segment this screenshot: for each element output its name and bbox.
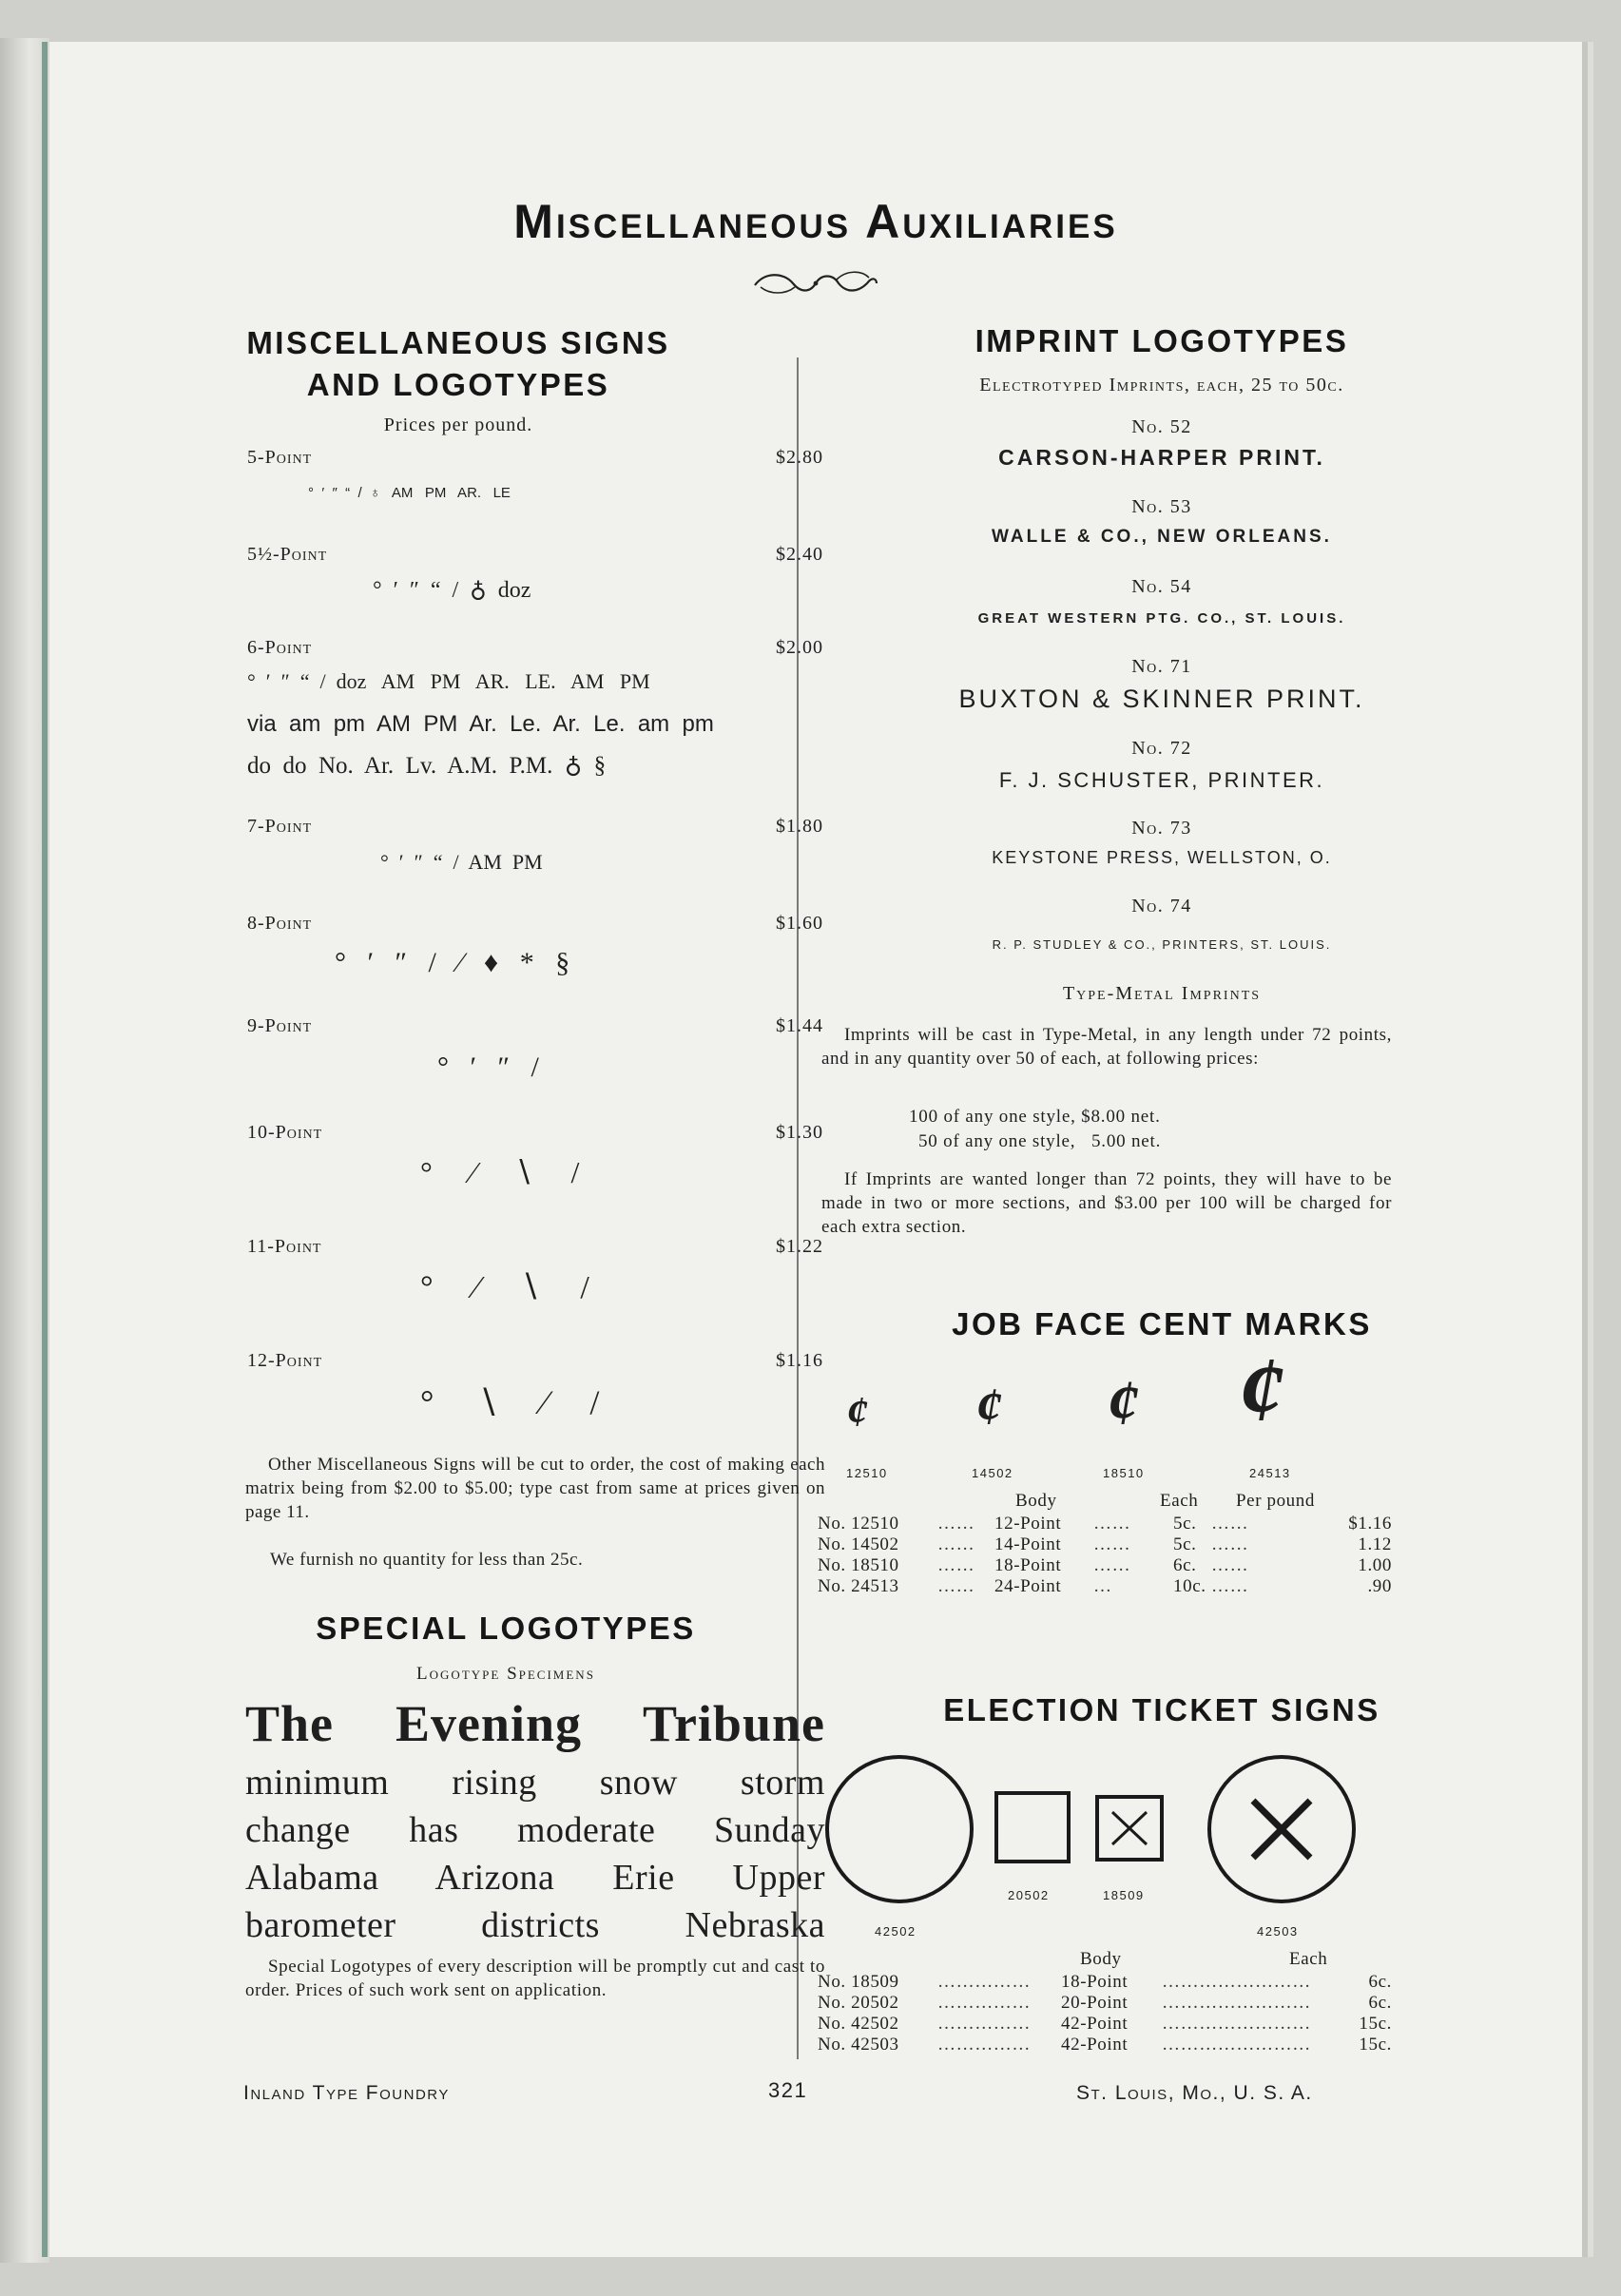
leader-dots: …… [1211, 1576, 1249, 1596]
blackletter-specimen: The Evening Tribune [245, 1695, 825, 1752]
leader-dots: …… [937, 1555, 975, 1575]
cent-glyph-14502: ¢ [975, 1378, 1002, 1437]
cell-no: No. 42503 [818, 2035, 899, 2055]
cell-body: 18-Point [1061, 1972, 1129, 1992]
cell-no: No. 18510 [818, 1555, 899, 1575]
price-line-2: 50 of any one style, 5.00 net. [918, 1131, 1162, 1151]
size-label: 6-Point [247, 637, 313, 658]
size-label: 8-Point [247, 913, 313, 934]
size-label: 7-Point [247, 816, 313, 837]
election-header-each: Each [1289, 1949, 1328, 1969]
size-price: $1.60 [776, 913, 823, 934]
cell-each: 15c. [1359, 2014, 1392, 2034]
glyph-line: ° ′ ″ “ / ♁ doz [373, 578, 531, 603]
size-price: $1.80 [776, 816, 823, 837]
table-row [818, 1972, 1392, 1993]
cell-per-pound: 1.12 [1358, 1534, 1392, 1554]
imprint-number: No. 53 [1131, 496, 1192, 517]
glyph-line: ° ′ ″ “ / ♁ AM PM AR. LE [308, 485, 511, 501]
imprint-number: No. 73 [1131, 818, 1192, 839]
leader-dots: …… [937, 1514, 975, 1534]
special-logotypes-heading: SPECIAL LOGOTYPES [316, 1611, 696, 1646]
cent-glyph-18510: ¢ [1107, 1366, 1139, 1438]
leader-dots: …… [1093, 1555, 1131, 1575]
leader-dots: …………… [937, 1972, 1031, 1992]
imprint-number: No. 74 [1131, 896, 1192, 916]
cent-header-per-pound: Per pound [1236, 1491, 1315, 1511]
leader-dots: … [1093, 1576, 1112, 1596]
imprint-specimen: R. P. STUDLEY & CO., PRINTERS, ST. LOUIS. [992, 937, 1332, 952]
cell-each: 15c. [1359, 2035, 1392, 2055]
cell-no: No. 12510 [818, 1514, 899, 1534]
imprint-number: No. 54 [1131, 576, 1192, 597]
cell-body: 42-Point [1061, 2035, 1129, 2055]
size-price: $1.16 [776, 1350, 823, 1371]
cell-each: 6c. [1368, 1972, 1392, 1992]
page [49, 42, 1582, 2257]
cell-each: 6c. [1173, 1555, 1197, 1575]
size-row [247, 816, 823, 838]
table-row [818, 1514, 1392, 1534]
footer-foundry: Inland Type Foundry [243, 2082, 450, 2104]
page-number: 321 [768, 2078, 808, 2102]
size-label: 5½-Point [247, 544, 328, 565]
imprint-specimen: F. J. SCHUSTER, PRINTER. [998, 768, 1325, 792]
glyph-line-2: via am pm AM PM Ar. Le. Ar. Le. am pm [247, 711, 714, 737]
specimens-label: Logotype Specimens [416, 1664, 595, 1684]
size-row [247, 1350, 823, 1372]
size-label: 12-Point [247, 1350, 323, 1371]
big-circle-sign [827, 1757, 972, 1901]
signs-heading-line2: AND LOGOTYPES [306, 367, 610, 402]
cell-each: 10c. [1173, 1576, 1206, 1596]
election-code-x-circle: 42503 [1257, 1924, 1299, 1939]
cell-body: 12-Point [994, 1514, 1062, 1534]
specimen-line: minimum rising snow storm [245, 1763, 825, 1803]
election-signs-table [818, 1972, 1392, 2055]
spine-edge [42, 42, 48, 2257]
imprint-specimen: BUXTON & SKINNER PRINT. [958, 685, 1365, 713]
size-label: 9-Point [247, 1015, 313, 1036]
prices-note: Prices per pound. [383, 415, 533, 435]
cell-no: No. 24513 [818, 1576, 899, 1596]
glyph-line: ° ⁄ ∖ / [420, 1270, 589, 1305]
cell-each: 6c. [1368, 1993, 1392, 2013]
table-row [818, 1555, 1392, 1576]
size-row [247, 913, 823, 935]
cell-per-pound: .90 [1367, 1576, 1392, 1596]
square-sign [996, 1793, 1069, 1862]
size-label: 10-Point [247, 1122, 323, 1143]
glyph-line: ° ⁄ ∖ / [420, 1155, 580, 1189]
cell-no: No. 18509 [818, 1972, 899, 1992]
leader-dots: …… [1211, 1534, 1249, 1554]
cell-per-pound: $1.16 [1348, 1514, 1392, 1534]
size-price: $2.80 [776, 447, 823, 468]
leader-dots: …… [1093, 1514, 1131, 1534]
imprint-specimen: CARSON-HARPER PRINT. [998, 445, 1325, 470]
cent-header-each: Each [1160, 1491, 1199, 1511]
cent-code: 24513 [1249, 1466, 1291, 1480]
footer-location: St. Louis, Mo., U. S. A. [1076, 2082, 1313, 2104]
glyph-line: ° ∖ ⁄ / [420, 1383, 600, 1421]
cell-body: 24-Point [994, 1576, 1062, 1596]
leader-dots: …… [937, 1534, 975, 1554]
other-signs-note: Other Miscellaneous Signs will be cut to order, the cost of making each matrix being from $2.00 to $5.00; type cast from same at prices given on page 11. [245, 1455, 825, 1522]
cell-per-pound: 1.00 [1358, 1555, 1392, 1575]
ornament-icon [751, 266, 880, 300]
election-code-square: 20502 [1008, 1888, 1050, 1902]
cell-no: No. 42502 [818, 2014, 899, 2034]
glyph-line: ° ′ ″ “ / doz AM PM AR. LE. AM PM [247, 669, 650, 693]
leader-dots: …………………… [1162, 1972, 1311, 1992]
leader-dots: …… [1211, 1514, 1249, 1534]
size-row [247, 1015, 823, 1037]
signs-heading-line1: MISCELLANEOUS SIGNS [246, 325, 670, 360]
specimen-line: Alabama Arizona Erie Upper [245, 1858, 825, 1898]
size-price: $2.00 [776, 637, 823, 658]
imprint-specimen: GREAT WESTERN PTG. CO., ST. LOUIS. [977, 610, 1346, 627]
leader-dots: …………………… [1162, 2014, 1311, 2034]
size-label: 5-Point [247, 447, 313, 468]
specimen-line: barometer districts Nebraska [245, 1905, 825, 1945]
cent-marks-heading: JOB FACE CENT MARKS [952, 1306, 1372, 1341]
size-row [247, 447, 823, 469]
min-quantity-note: We furnish no quantity for less than 25c. [270, 1550, 584, 1570]
imprint-number: No. 71 [1131, 656, 1192, 677]
cell-body: 18-Point [994, 1555, 1062, 1575]
cent-glyph-24513: ¢ [1238, 1339, 1284, 1441]
cent-marks-table [818, 1514, 1392, 1597]
election-code-big-circle: 42502 [875, 1924, 917, 1939]
imprint-number: No. 52 [1131, 416, 1192, 437]
table-row [818, 1993, 1392, 2014]
election-header-body: Body [1080, 1949, 1122, 1969]
page-title: Miscellaneous Auxiliaries [513, 195, 1118, 248]
cell-body: 14-Point [994, 1534, 1062, 1554]
leader-dots: …………… [937, 2035, 1031, 2055]
size-price: $2.40 [776, 544, 823, 565]
glyph-line: ° ′ ″ “ / AM PM [380, 850, 543, 874]
glyph-line-3: do do No. Ar. Lv. A.M. P.M. ♁ § [247, 753, 607, 779]
size-row [247, 544, 823, 566]
table-row [818, 1576, 1392, 1597]
cell-no: No. 20502 [818, 1993, 899, 2013]
table-row [818, 2035, 1392, 2055]
special-note: Special Logotypes of every description will be promptly cut and cast to order. Prices of such work sent on application. [245, 1957, 825, 2000]
price-line-1: 100 of any one style, $8.00 net. [909, 1107, 1161, 1127]
leader-dots: …… [1211, 1555, 1249, 1575]
cell-body: 42-Point [1061, 2014, 1129, 2034]
specimen-line: change has moderate Sunday [245, 1810, 825, 1850]
election-heading: ELECTION TICKET SIGNS [943, 1692, 1380, 1727]
leader-dots: …………………… [1162, 2035, 1311, 2055]
size-price: $1.22 [776, 1236, 823, 1257]
electrotyped-note: Electrotyped Imprints, each, 25 to 50c. [979, 375, 1344, 396]
cell-each: 5c. [1173, 1534, 1197, 1554]
table-row [818, 2014, 1392, 2035]
size-price: $1.30 [776, 1122, 823, 1143]
table-row [818, 1534, 1392, 1555]
cent-glyph-12510: ¢ [846, 1387, 868, 1436]
imprint-heading: IMPRINT LOGOTYPES [975, 323, 1349, 358]
leader-dots: …………………… [1162, 1993, 1311, 2013]
cell-body: 20-Point [1061, 1993, 1129, 2013]
cent-header-body: Body [1015, 1491, 1057, 1511]
glyph-line: ° ′ ″ / ⁄ ♦ * § [335, 947, 570, 978]
leader-dots: …… [937, 1576, 975, 1596]
glyph-line: ° ′ ″ / [437, 1052, 539, 1083]
cell-each: 5c. [1173, 1514, 1197, 1534]
election-code-x-square: 18509 [1103, 1888, 1145, 1902]
size-row [247, 1236, 823, 1258]
type-metal-note: Imprints will be cast in Type-Metal, in any length under 72 points, and in any quantity over 50 of each, at following prices: [821, 1025, 1392, 1069]
cent-code: 12510 [846, 1466, 888, 1480]
cent-code: 14502 [972, 1466, 1013, 1480]
cent-code: 18510 [1103, 1466, 1145, 1480]
size-row [247, 1122, 823, 1144]
longer-imprints-note: If Imprints are wanted longer than 72 points, they will have to be made in two or more sections, and $3.00 per 100 will be charged for each extra section. [821, 1169, 1392, 1237]
size-label: 11-Point [247, 1236, 322, 1257]
imprint-specimen: KEYSTONE PRESS, WELLSTON, O. [992, 848, 1332, 867]
imprint-number: No. 72 [1131, 738, 1192, 759]
leader-dots: …………… [937, 1993, 1031, 2013]
size-row [247, 637, 823, 659]
election-signs-graphic [820, 1749, 1390, 1911]
leader-dots: …… [1093, 1534, 1131, 1554]
type-metal-heading: Type-Metal Imprints [1062, 983, 1262, 1004]
imprint-specimen: WALLE & CO., NEW ORLEANS. [992, 527, 1332, 547]
size-price: $1.44 [776, 1015, 823, 1036]
leader-dots: …………… [937, 2014, 1031, 2034]
cell-no: No. 14502 [818, 1534, 899, 1554]
